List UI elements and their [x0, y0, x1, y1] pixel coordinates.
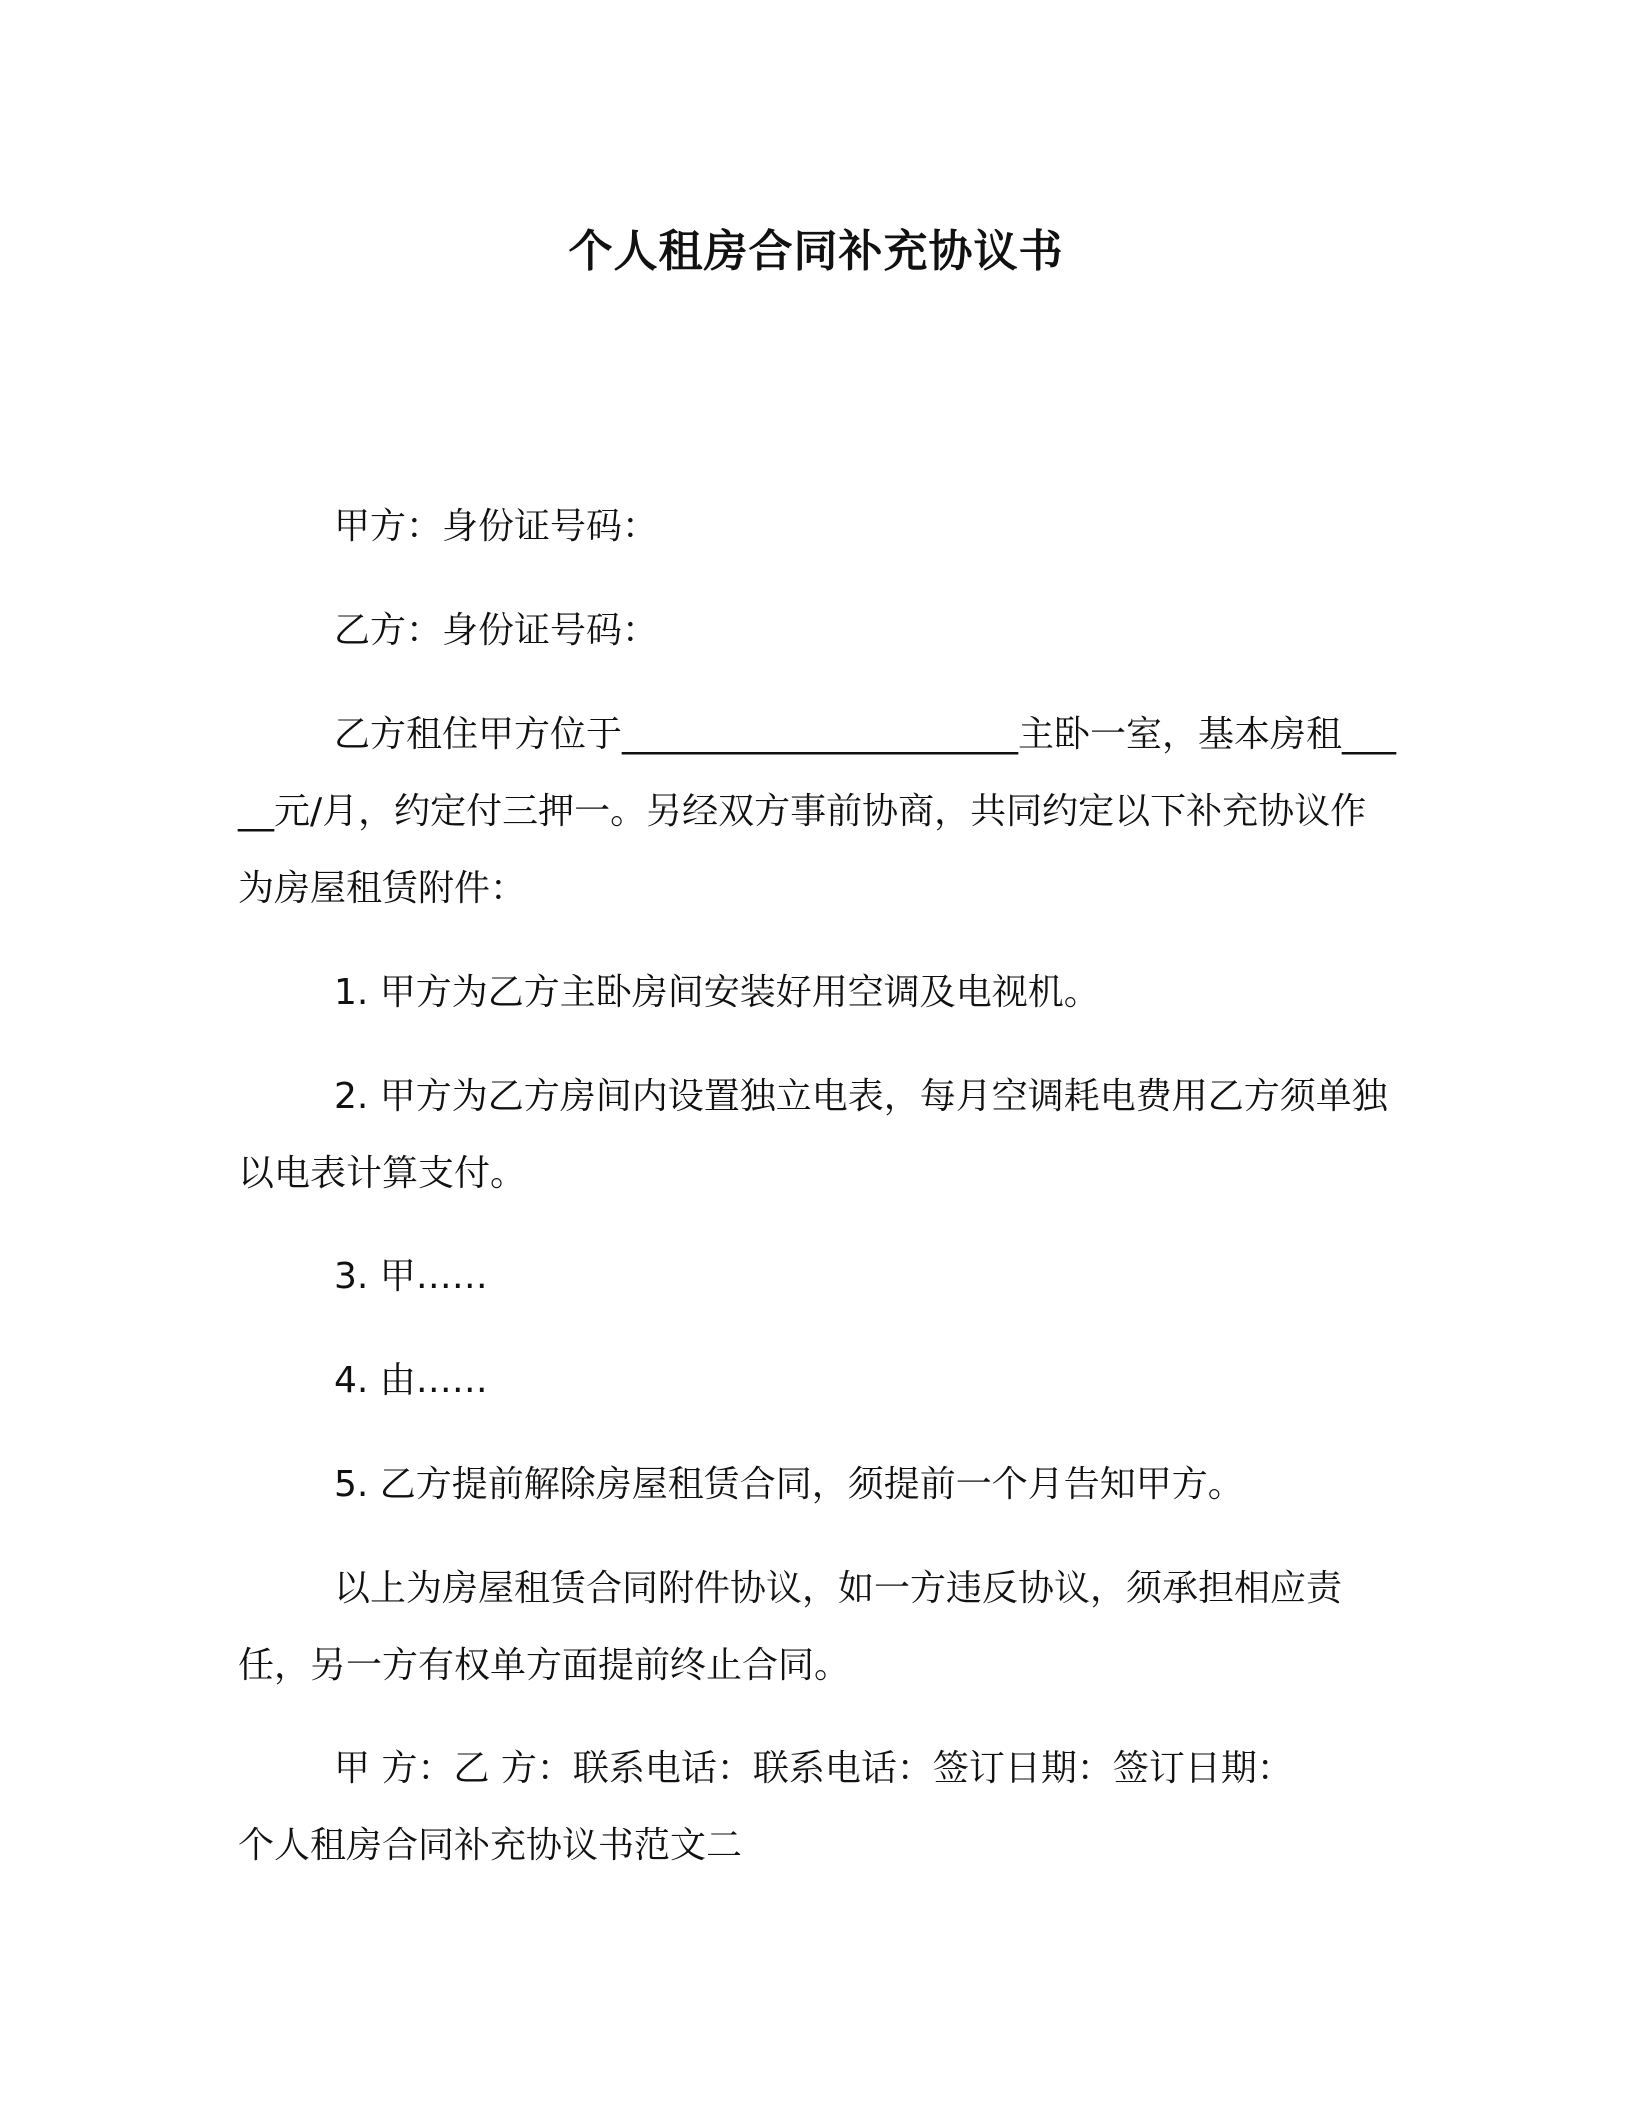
clause-1: 1. 甲方为乙方主卧房间安装好用空调及电视机。 [334, 972, 1100, 1013]
next-document-title: 个人租房合同补充协议书范文二 [238, 1825, 743, 1866]
signature-line: 甲 方：乙 方：联系电话：联系电话：签订日期：签订日期： [334, 1748, 1293, 1789]
intro-paragraph: 乙方租住甲方位于______________________主卧一室，基本房租_____元/月，约定付三押一。另经双方事前协商，共同约定以下补充协议作为房屋租赁附件： [238, 714, 1397, 909]
party-a-line: 甲方：身份证号码： [334, 506, 659, 547]
clause-4: 4. 由…… [334, 1360, 488, 1401]
document-title: 个人租房合同补充协议书 [568, 226, 1064, 277]
clause-3: 3. 甲…… [334, 1256, 488, 1297]
party-b-line: 乙方：身份证号码： [334, 610, 659, 651]
clause-5: 5. 乙方提前解除房屋租赁合同，须提前一个月告知甲方。 [334, 1464, 1244, 1505]
closing-paragraph: 以上为房屋租赁合同附件协议，如一方违反协议，须承担相应责任，另一方有权单方面提前终止合同。 [238, 1568, 1343, 1686]
clause-2: 2. 甲方为乙方房间内设置独立电表，每月空调耗电费用乙方须单独以电表计算支付。 [238, 1076, 1388, 1194]
